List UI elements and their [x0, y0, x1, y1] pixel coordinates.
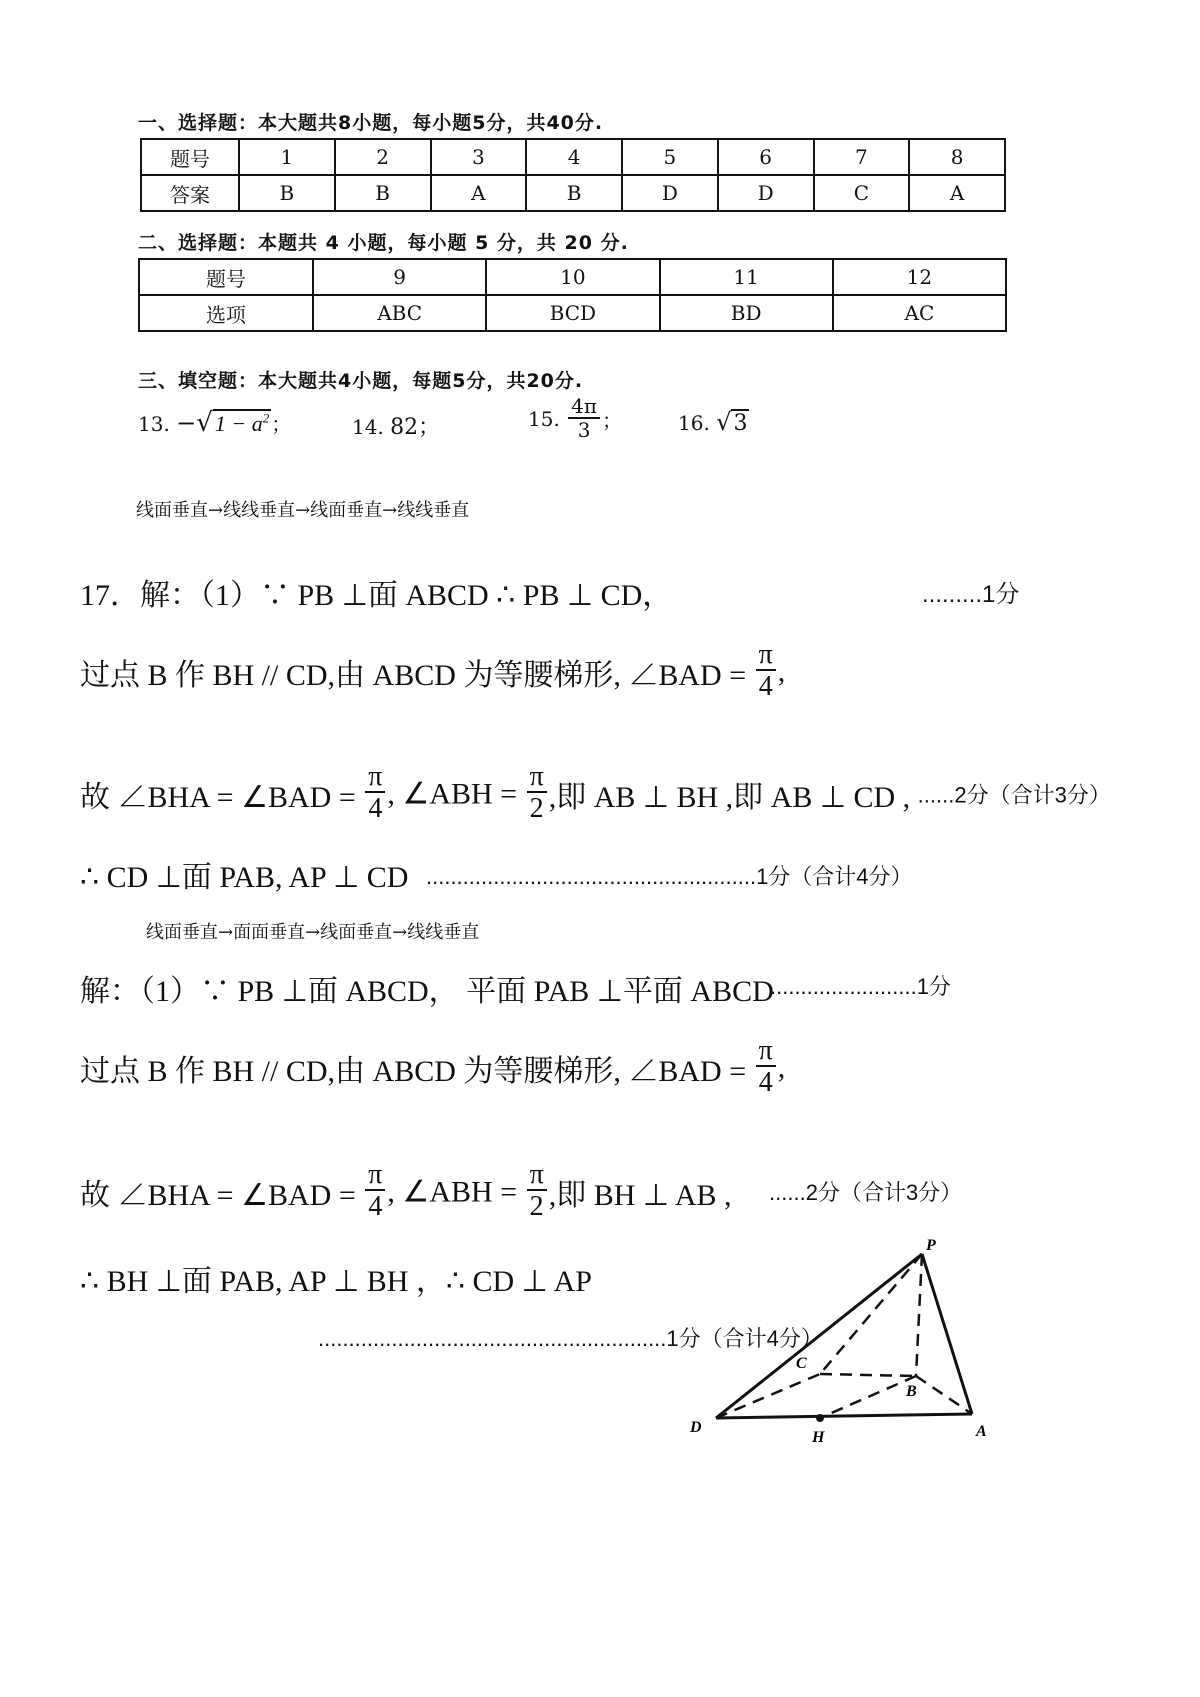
question-number: 12 [833, 259, 1006, 295]
fraction-pi-over-4 [365, 1160, 385, 1224]
fraction-denominator: 2 [529, 1191, 544, 1223]
answer-16 [678, 408, 749, 436]
question-number: 4 [526, 139, 622, 175]
question-number: 10 [486, 259, 659, 295]
q13-minus: − [176, 409, 197, 437]
q15-numerator: 4π [568, 396, 600, 419]
fraction-numerator: π [365, 1160, 385, 1191]
point-H [816, 1414, 824, 1422]
q13-end: ； [271, 412, 292, 436]
question-number: 1 [239, 139, 335, 175]
method2-line2-text: 过点 B 作 BH // CD,由 ABCD 为等腰梯形, ∠BAD = [80, 1054, 747, 1088]
edge-PA [922, 1254, 972, 1414]
fraction-numerator: π [756, 1036, 776, 1067]
method2-line3-a: 故 ∠BHA = ∠BAD = [80, 1178, 356, 1212]
method2-line3 [80, 1160, 962, 1224]
fraction-denominator: 4 [758, 671, 773, 703]
label-P: P [926, 1237, 936, 1254]
fraction-denominator: 4 [758, 1067, 773, 1099]
method2-line3-c: ,即 BH ⊥ AB , [548, 1178, 732, 1212]
edge-PB [916, 1254, 922, 1376]
fraction-numerator: π [527, 1160, 547, 1191]
answer-cell: D [622, 175, 718, 211]
answer-cell: BD [660, 295, 833, 331]
edge-PD [716, 1254, 922, 1418]
answer-cell: B [526, 175, 622, 211]
answer-14 [352, 410, 440, 441]
answer-cell: ABC [313, 295, 486, 331]
question-number: 5 [622, 139, 718, 175]
edge-BH [820, 1376, 916, 1418]
question-number: 7 [814, 139, 910, 175]
fraction-denominator: 4 [368, 793, 383, 825]
question-number: 11 [660, 259, 833, 295]
row-answer-label: 选项 [139, 295, 313, 331]
method1-line3-score: ......2分（合计3分） [917, 782, 1111, 808]
method2-note: 线面垂直→面面垂直→线面垂直→线线垂直 [146, 922, 480, 943]
sqrt-icon: √ [196, 408, 213, 438]
question-number: 8 [909, 139, 1005, 175]
q16-radicand: 3 [733, 411, 748, 436]
question-number: 2 [335, 139, 431, 175]
fraction-pi-over-4 [756, 1036, 776, 1100]
method2-line4: ∴ BH ⊥面 PAB, AP ⊥ BH ，∴ CD ⊥ AP [80, 1265, 592, 1298]
table-row [141, 139, 1005, 175]
fraction-pi-over-4 [365, 762, 385, 826]
method1-line3-a: 故 ∠BHA = ∠BAD = [80, 780, 356, 814]
q14-value: 82； [390, 415, 441, 440]
answer-cell: BCD [486, 295, 659, 331]
fraction-numerator: π [527, 762, 547, 793]
q13-label: 13. [138, 412, 170, 436]
method1-line3-b: , ∠ABH = [387, 777, 518, 811]
row-answer-label: 答案 [141, 175, 239, 211]
label-H: H [812, 1429, 825, 1446]
fraction-denominator: 2 [529, 793, 544, 825]
q16-label: 16. [678, 411, 710, 435]
fraction-numerator: π [756, 640, 776, 671]
question-number: 3 [431, 139, 527, 175]
answer-cell: AC [833, 295, 1006, 331]
q13-exponent: 2 [262, 410, 270, 426]
label-C: C [796, 1355, 807, 1372]
answer-cell: B [335, 175, 431, 211]
answer-cell: A [909, 175, 1005, 211]
answer-13 [138, 408, 291, 438]
q14-label: 14. [352, 415, 384, 439]
label-B: B [906, 1383, 917, 1400]
section1-answer-table [140, 138, 1006, 212]
method2-line4-score: .........................................................1分（合计4分） [318, 1326, 823, 1351]
method2-line1-score: ........................1分 [770, 974, 951, 999]
answer-cell: A [431, 175, 527, 211]
method1-line4-score: ......................................................1分（合计4分） [426, 864, 913, 889]
section2-answer-table [138, 258, 1007, 332]
sqrt-icon: √ [716, 408, 732, 436]
method2-line2-end: , [777, 1050, 786, 1084]
method2-line3-b: , ∠ABH = [387, 1175, 518, 1209]
section2-heading: 二、选择题：本题共 4 小题，每小题 5 分，共 20 分. [138, 232, 629, 254]
answer-cell: D [718, 175, 814, 211]
method1-note: 线面垂直→线线垂直→线面垂直→线线垂直 [136, 500, 470, 521]
fraction-pi-over-4 [756, 640, 776, 704]
edge-DC [716, 1374, 820, 1418]
question-number: 6 [718, 139, 814, 175]
edge-CB [820, 1374, 916, 1376]
method2-line2 [80, 1036, 785, 1100]
method2-line3-score: ......2分（合计3分） [769, 1180, 963, 1206]
q15-end: ； [602, 408, 623, 433]
method1-line3 [80, 762, 1111, 826]
row-header-label: 题号 [139, 259, 313, 295]
table-row [141, 175, 1005, 211]
q15-label: 15. [528, 407, 560, 431]
method1-line4: ∴ CD ⊥面 PAB, AP ⊥ CD [80, 861, 409, 894]
method1-line3-c: ,即 AB ⊥ BH ,即 AB ⊥ CD , [548, 780, 911, 814]
answer-15 [528, 396, 622, 442]
method1-line1: 17．解：（1）∵ PB ⊥面 ABCD ∴ PB ⊥ CD， [80, 579, 673, 612]
table-row [139, 259, 1006, 295]
q13-radicand: $1 - a^2$ [214, 410, 270, 436]
method2-line1: 解：（1）∵ PB ⊥面 ABCD， 平面 PAB ⊥平面 ABCD [80, 975, 774, 1008]
fraction-numerator: π [365, 762, 385, 793]
pyramid-figure [680, 1236, 1010, 1456]
edge-BA [916, 1376, 972, 1414]
answer-cell: B [239, 175, 335, 211]
answer-cell: C [814, 175, 910, 211]
method1-line2-end: , [777, 654, 786, 688]
edge-PC [820, 1254, 922, 1374]
method1-line2-text: 过点 B 作 BH // CD,由 ABCD 为等腰梯形, ∠BAD = [80, 658, 747, 692]
label-A: A [976, 1423, 987, 1440]
section1-heading: 一、选择题：本大题共8小题，每小题5分，共40分. [138, 112, 604, 134]
row-header-label: 题号 [141, 139, 239, 175]
label-D: D [690, 1419, 702, 1436]
edge-DA [716, 1414, 972, 1418]
table-row [139, 295, 1006, 331]
method1-line2 [80, 640, 785, 704]
fraction-pi-over-2 [527, 1160, 547, 1224]
section3-heading: 三、填空题：本大题共4小题，每题5分，共20分. [138, 370, 584, 392]
question-number: 9 [313, 259, 486, 295]
fraction-denominator: 4 [368, 1191, 383, 1223]
q15-fraction [568, 396, 600, 442]
q15-denominator: 3 [577, 418, 591, 442]
method1-line1-score: .........1分 [922, 581, 1020, 608]
fraction-pi-over-2 [527, 762, 547, 826]
